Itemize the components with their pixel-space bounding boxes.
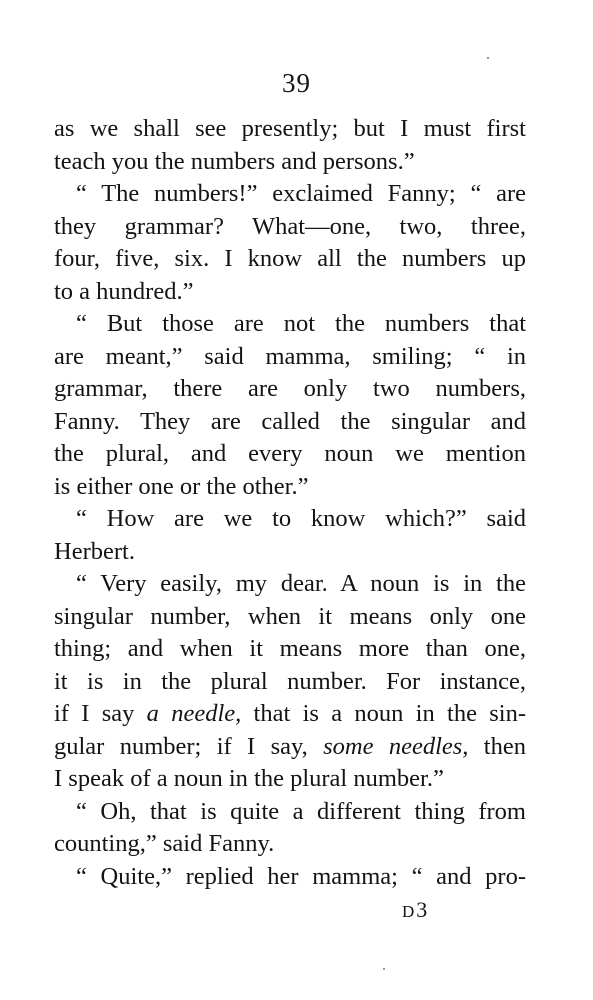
text-segment: then	[468, 732, 526, 760]
text-segment: as we shall see presently; but I must first	[54, 115, 526, 142]
text-line	[54, 503, 526, 536]
text-line	[54, 861, 526, 894]
text-segment: “ The numbers!” exclaimed Fanny; “ are	[76, 180, 526, 207]
paper-speck	[487, 57, 489, 59]
text-segment: Herbert.	[54, 537, 135, 565]
italic-text: some needles,	[323, 732, 469, 760]
text-segment: counting,” said Fanny.	[54, 830, 275, 857]
text-segment: “ How are we to know which?” said	[76, 505, 526, 532]
text-segment: “ But those are not the numbers that	[76, 310, 526, 337]
text-line	[54, 633, 526, 666]
text-segment: are meant,” said mamma, smiling; “ in	[54, 342, 526, 370]
text-segment: “ Very easily, my dear. A noun is in the	[76, 570, 526, 597]
text-segment: that is a noun in the sin-	[241, 700, 526, 727]
text-segment: gular number; if I say,	[54, 732, 324, 760]
signature-letter: D	[402, 902, 417, 921]
text-segment: singular number, when it means only one	[54, 602, 526, 630]
text-segment: the plural, and every noun we mention	[54, 440, 526, 467]
text-line	[54, 828, 526, 861]
text-line	[54, 146, 526, 179]
text-segment: Fanny. They are called the singular and	[54, 407, 526, 435]
text-segment: if I say	[54, 700, 147, 727]
text-segment: “ Quite,” replied her mamma; “ and pro-	[76, 862, 526, 890]
text-line	[54, 276, 526, 309]
text-line	[54, 568, 526, 601]
page-number: 39	[282, 68, 311, 98]
text-segment: to a hundred.”	[54, 277, 194, 305]
printer-signature-mark	[402, 897, 433, 923]
text-line	[54, 796, 526, 829]
text-segment: they grammar? What—one, two, three,	[54, 212, 526, 240]
text-line	[54, 536, 526, 569]
text-segment: I speak of a noun in the plural number.”	[54, 765, 444, 792]
text-line	[54, 178, 526, 211]
text-line	[54, 308, 526, 341]
text-line	[54, 211, 526, 244]
italic-text: a needle,	[146, 700, 242, 727]
text-line	[54, 341, 526, 374]
text-line	[54, 601, 526, 634]
text-line	[54, 113, 526, 146]
text-segment: four, five, six. I know all the numbers up	[54, 245, 526, 272]
text-line	[54, 373, 526, 406]
text-segment: is either one or the other.”	[54, 472, 309, 500]
text-segment: thing; and when it means more than one,	[54, 635, 526, 662]
text-line	[54, 406, 526, 439]
text-segment: grammar, there are only two numbers,	[54, 375, 526, 402]
signature-number: 3	[416, 897, 434, 922]
paper-speck	[383, 968, 385, 970]
body-text	[54, 113, 526, 893]
text-line	[54, 698, 526, 731]
text-line	[54, 666, 526, 699]
text-segment: teach you the numbers and persons.”	[54, 147, 415, 175]
text-line	[54, 471, 526, 504]
text-line	[54, 438, 526, 471]
text-line	[54, 731, 526, 764]
text-segment: “ Oh, that is quite a different thing from	[76, 797, 526, 825]
text-segment: it is in the plural number. For instance,	[54, 667, 526, 695]
text-line	[54, 243, 526, 276]
text-line	[54, 763, 526, 796]
